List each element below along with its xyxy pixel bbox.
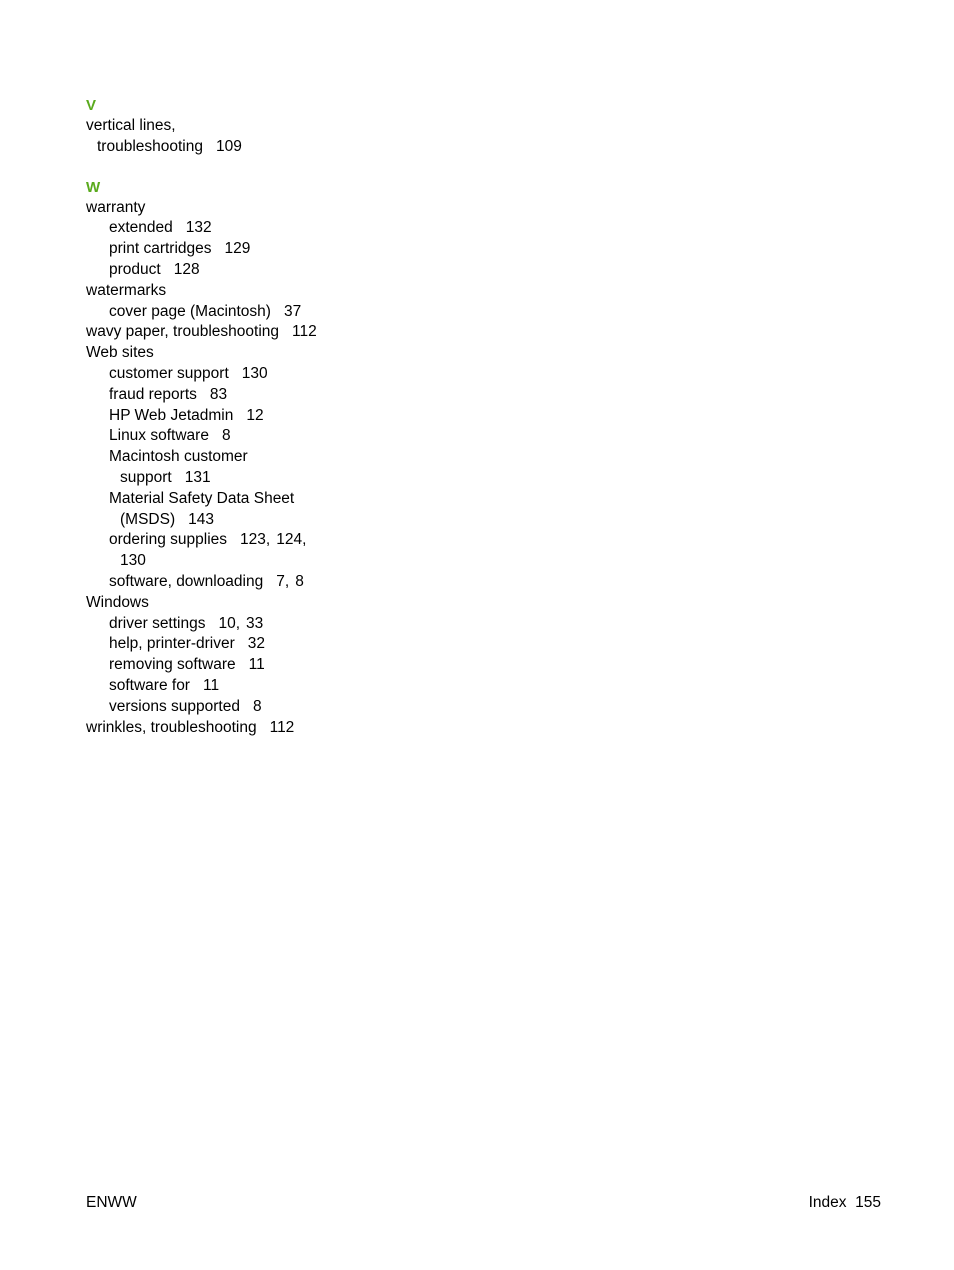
index-entry [86,343,386,364]
page-link[interactable]: 37 [283,302,302,320]
page-link[interactable]: 10, [218,614,241,632]
entry-term: cover page (Macintosh) [109,302,271,320]
index-entry [86,530,386,551]
page-link[interactable]: 112 [292,323,317,341]
entry-term: software, downloading [109,572,264,590]
page-link[interactable]: 109 [216,137,242,155]
page-link[interactable]: 130 [120,552,146,570]
index-entry [86,364,386,385]
index-entry [86,551,386,572]
section-letter: W [86,178,101,196]
index-entry [86,260,386,281]
index-entry [86,137,386,158]
entry-term: Linux software [109,427,209,445]
index-entry [86,116,386,137]
page-link[interactable]: 7, [276,572,290,590]
index-entry [86,468,386,489]
index-entry [86,302,386,323]
index-entry [86,614,386,635]
index-entry [86,655,386,676]
entry-term: support [120,468,172,486]
page-link[interactable]: 33 [246,614,264,632]
index-entry [86,218,386,239]
entry-term: Web sites [86,344,154,362]
footer-left: ENWW [86,1194,137,1211]
section-gap [86,158,386,177]
entry-term: vertical lines, [86,117,176,134]
entry-term: warranty [86,198,146,216]
index-entry [86,426,386,447]
page-link[interactable]: 130 [241,364,268,382]
page-link[interactable]: 123, [240,531,271,549]
page-link[interactable]: 8 [252,697,262,715]
index-entry [86,697,386,718]
page-link[interactable]: 128 [173,260,200,278]
footer-index-label: Index [808,1194,847,1211]
index-entry [86,406,386,427]
footer-right [809,1192,881,1213]
index-entry [86,198,386,219]
page-link[interactable]: 8 [221,427,231,445]
index-entry [86,510,386,531]
entry-term: watermarks [86,281,167,299]
entry-term: fraud reports [109,385,197,403]
page-link[interactable]: 143 [188,510,214,528]
index-entry [86,676,386,697]
page-link[interactable]: 11 [248,656,265,674]
index-entry [86,385,386,406]
entry-term: customer support [109,364,229,382]
index-entry [86,634,386,655]
page-link[interactable]: 8 [295,572,304,590]
index-column [86,95,386,738]
index-entry [86,593,386,614]
entry-term: ordering supplies [109,531,228,549]
index-entry [86,572,386,593]
page-link[interactable]: 129 [224,240,251,258]
index-entry [86,447,386,468]
entry-term: wavy paper, troubleshooting [86,323,280,341]
entry-term: (MSDS) [120,510,176,528]
index-entry [86,239,386,260]
index-entry [86,281,386,302]
entry-term: print cartridges [109,240,212,258]
entry-term: troubleshooting [97,137,203,155]
page-link[interactable]: 124, [276,531,307,549]
page-link[interactable]: 32 [247,635,266,653]
entry-term: software for [109,676,190,694]
page-link[interactable]: 12 [246,406,264,424]
page-link[interactable]: 83 [209,385,228,403]
entry-term: extended [109,219,173,237]
page-link[interactable]: 112 [269,718,295,736]
index-entry [86,718,386,739]
entry-term: Windows [86,593,149,611]
entry-term: removing software [109,656,236,674]
entry-term: versions supported [109,697,240,715]
section-letter: V [86,97,97,114]
entry-term: Material Safety Data Sheet [109,489,295,507]
entry-term: Macintosh customer [109,448,248,466]
index-entry [86,489,386,510]
footer-page-number: 155 [855,1194,881,1211]
page-link[interactable]: 131 [184,468,211,486]
entry-term: help, printer-driver [109,635,235,653]
entry-term: HP Web Jetadmin [109,406,234,424]
entry-term: driver settings [109,614,206,632]
index-entry [86,322,386,343]
entry-term: wrinkles, troubleshooting [86,718,257,736]
page-link[interactable]: 132 [185,219,212,237]
page-link[interactable]: 11 [202,676,220,694]
entry-term: product [109,260,161,278]
